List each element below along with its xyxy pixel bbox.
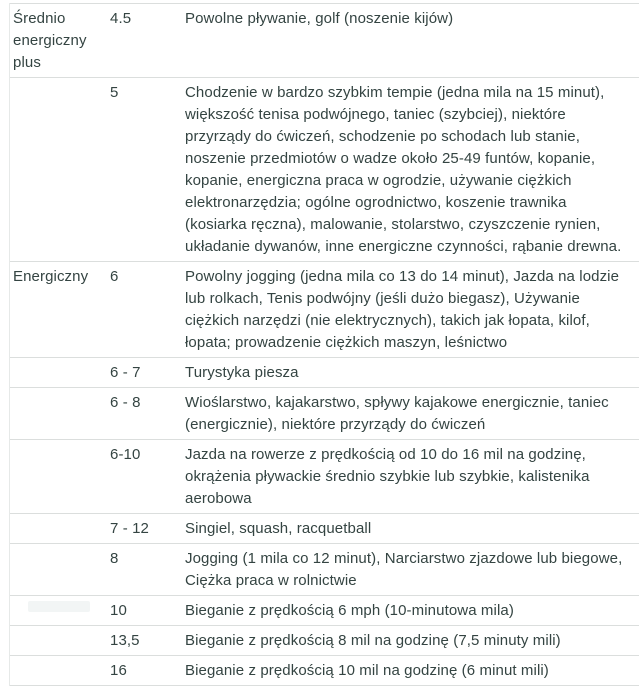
- category-cell: [10, 548, 110, 592]
- met-value-cell: 4.5: [110, 10, 132, 27]
- activities-cell: Powolne pływanie, golf (noszenie kijów): [185, 10, 454, 27]
- met-value-cell: 6 - 8: [110, 394, 141, 411]
- activities-cell: Jazda na rowerze z prędkością od 10 do 16 mil na godzinę, okrążenia pływackie średnio szybkie lub szybkie, kalistenika aerobowa: [185, 446, 590, 507]
- category-cell: [10, 444, 110, 510]
- activity-intensity-table: [9, 3, 639, 686]
- table-row: [10, 439, 639, 513]
- table-row: [10, 625, 639, 655]
- table-row: [10, 77, 639, 261]
- activities-cell: Wioślarstwo, kajakarstwo, spływy kajakowe energicznie, taniec (energicznie), niektóre przyrządy do ćwiczeń: [185, 394, 609, 433]
- partial-next-row-shade: [28, 601, 90, 612]
- table-row: [10, 543, 639, 595]
- met-value-cell: 5: [110, 84, 119, 101]
- category-cell: Energiczny: [13, 268, 89, 285]
- met-value-cell: 16: [110, 662, 127, 679]
- table-row: [10, 261, 639, 357]
- activities-cell: Singiel, squash, racquetball: [185, 520, 372, 537]
- activities-cell: Bieganie z prędkością 6 mph (10-minutowa mila): [185, 602, 514, 619]
- table-row: [10, 513, 639, 543]
- met-value-cell: 13,5: [110, 632, 140, 649]
- category-cell: [10, 392, 110, 436]
- activities-cell: Powolny jogging (jedna mila co 13 do 14 minut), Jazda na lodzie lub rolkach, Tenis podwójny (jeśli dużo biegasz), Używanie ciężkich narzędzi (nie elektrycznych), takich jak łopata, kilof, łopata; prowadzenie ciężkich maszyn, leśnictwo: [185, 268, 620, 351]
- met-value-cell: 8: [110, 550, 119, 567]
- category-cell: [10, 518, 110, 540]
- activities-cell: Bieganie z prędkością 10 mil na godzinę (6 minut mili): [185, 662, 549, 679]
- activities-cell: Chodzenie w bardzo szybkim tempie (jedna mila na 15 minut), większość tenisa podwójnego, taniec (szybciej), niektóre przyrządy do ćwiczeń, schodzenie po schodach lub stanie, noszenie przedmiotów o wadze około 25-49 funtów, kopanie, kopanie, energiczna praca w ogrodzie, używanie ciężkich elektronarzędzia; ogólne ogrodnictwo, koszenie trawnika (kosiarka ręczna), malowanie, stolarstwo, czyszczenie rynien, układanie dywanów, inne energiczne czynności, rąbanie drewna.: [185, 84, 622, 255]
- table-row: [10, 357, 639, 387]
- table-row: [10, 655, 639, 685]
- category-cell: [10, 660, 110, 682]
- category-cell: Średnio energiczny plus: [13, 10, 87, 71]
- table-row: [10, 387, 639, 439]
- met-value-cell: 6 - 7: [110, 364, 141, 381]
- table-row: [10, 3, 639, 77]
- met-value-cell: 6: [110, 268, 119, 285]
- activities-cell: Jogging (1 mila co 12 minut), Narciarstwo zjazdowe lub biegowe, Ciężka praca w rolnictwie: [185, 550, 623, 589]
- met-value-cell: 6-10: [110, 446, 141, 463]
- activities-cell: Bieganie z prędkością 8 mil na godzinę (7,5 minuty mili): [185, 632, 561, 649]
- table-row: [10, 595, 639, 625]
- category-cell: [10, 630, 110, 652]
- activities-cell: Turystyka piesza: [185, 364, 299, 381]
- met-value-cell: 10: [110, 602, 127, 619]
- category-cell: [10, 82, 110, 258]
- category-cell: [10, 362, 110, 384]
- met-value-cell: 7 - 12: [110, 520, 149, 537]
